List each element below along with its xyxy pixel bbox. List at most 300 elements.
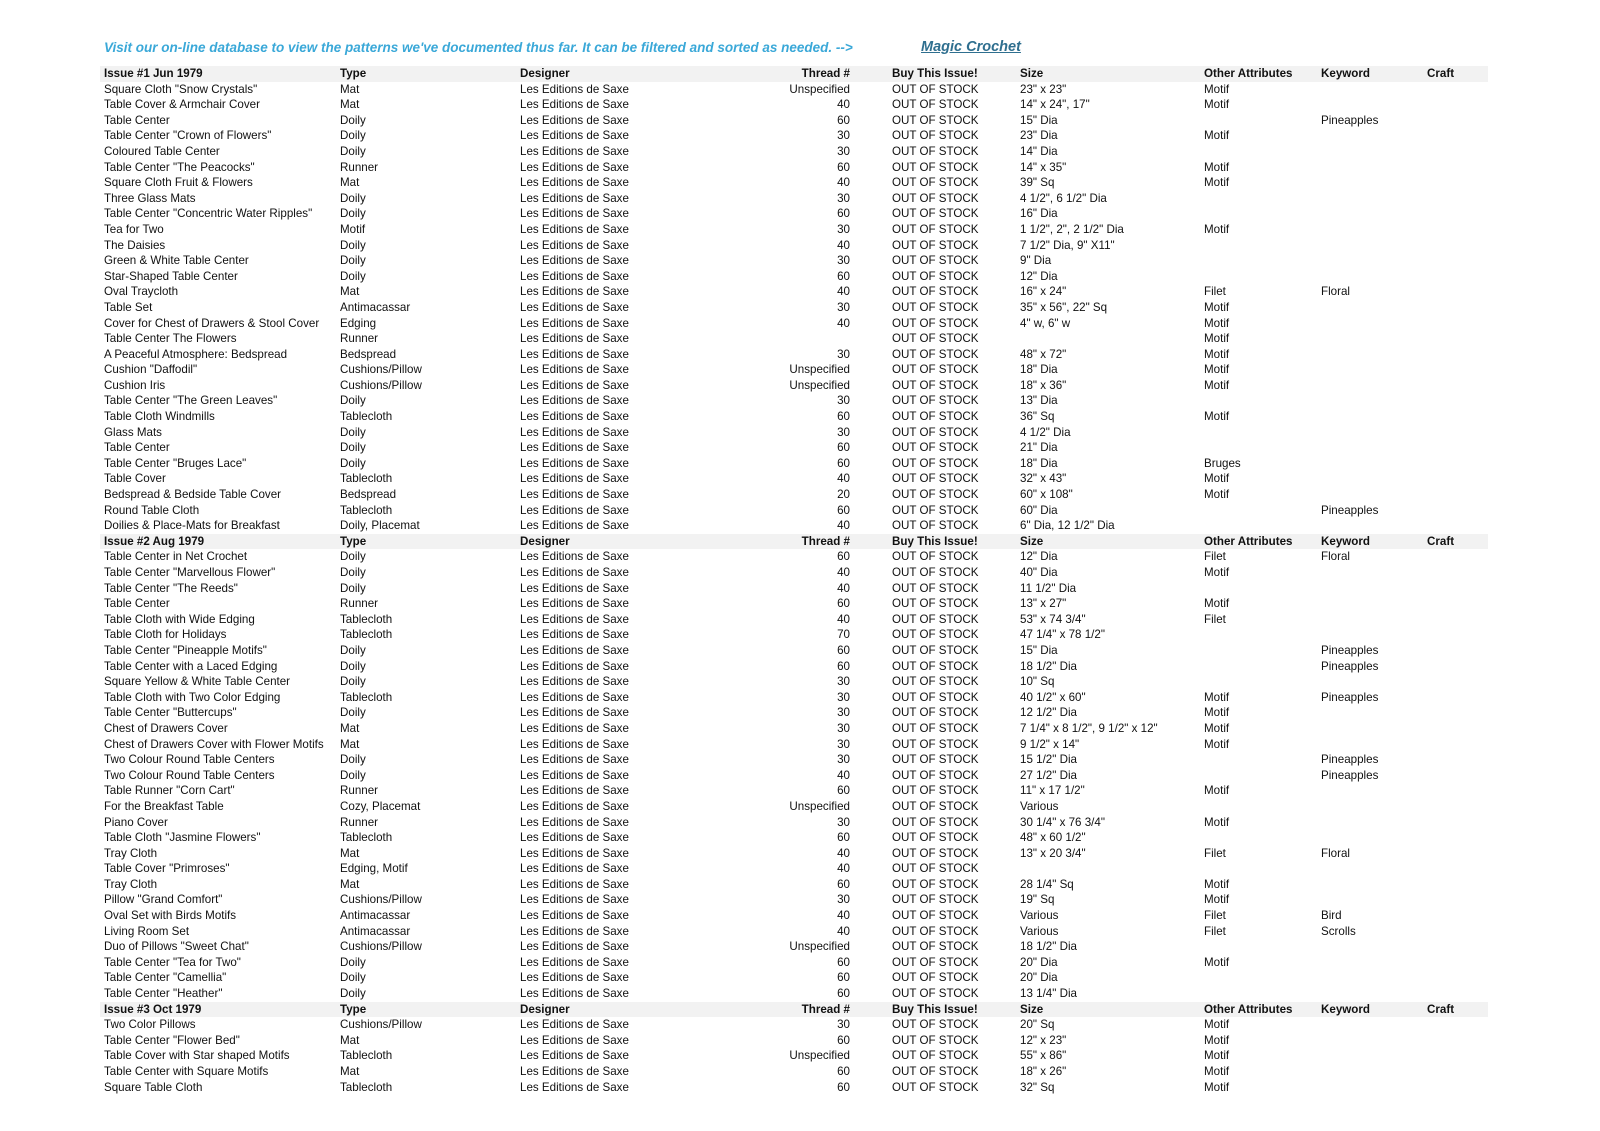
title-cell: Table Cloth Windmills [104,410,215,424]
designer-cell: Les Editions de Saxe [520,160,629,174]
thread-cell: 40 [837,285,850,299]
size-cell: 21" Dia [1020,441,1058,455]
type-cell: Tablecloth [340,503,393,517]
type-cell: Doily [340,144,366,158]
type-cell: Runner [340,160,379,174]
table-row [100,378,1488,394]
other-attributes-cell: Motif [1204,1033,1230,1047]
table-row [100,1064,1488,1080]
buy-cell: OUT OF STOCK [892,363,979,377]
table-row [100,144,1488,160]
buy-cell: OUT OF STOCK [892,566,979,579]
type-cell: Doily [340,643,366,657]
keyword-cell: Bird [1321,909,1342,923]
title-cell: Glass Mats [104,425,162,439]
table-row [100,970,1488,986]
keyword-cell: Floral [1321,550,1350,564]
table-row [100,393,1488,409]
header-thread-cell: Thread # [801,67,850,80]
thread-cell: 30 [837,347,850,361]
designer-cell: Les Editions de Saxe [520,269,629,283]
designer-cell: Les Editions de Saxe [520,503,629,517]
type-cell: Antimacassar [340,924,411,938]
buy-cell: OUT OF STOCK [892,160,979,174]
table-row [100,175,1488,191]
table-row [100,1033,1488,1049]
type-cell: Doily [340,394,366,408]
table-row [100,627,1488,643]
size-cell: 40" Dia [1020,566,1058,579]
thread-cell: 40 [837,238,850,252]
title-cell: Tray Cloth [104,877,158,891]
designer-cell: Les Editions de Saxe [520,129,629,143]
buy-cell: OUT OF STOCK [892,456,979,470]
other-attributes-cell: Motif [1204,737,1230,751]
buy-cell: OUT OF STOCK [892,300,979,314]
size-cell: 28 1/4" Sq [1020,877,1074,891]
title-cell: Living Room Set [104,924,190,938]
header-thread-cell: Thread # [801,1002,850,1016]
type-cell: Doily [340,191,366,205]
thread-cell: 30 [837,721,850,735]
buy-cell: OUT OF STOCK [892,207,979,221]
table-row [100,892,1488,908]
thread-cell: 40 [837,98,850,112]
type-cell: Runner [340,815,379,829]
type-cell: Doily [340,113,366,127]
table-row [100,690,1488,706]
type-cell: Edging, Motif [340,862,408,876]
thread-cell: 40 [837,924,850,938]
type-cell: Tablecloth [340,628,393,642]
buy-cell: OUT OF STOCK [892,347,979,361]
type-cell: Mat [340,877,360,891]
table-row [100,300,1488,316]
thread-cell: 30 [837,706,850,720]
buy-cell: OUT OF STOCK [892,1033,979,1047]
header-size-cell: Size [1020,1002,1044,1016]
buy-cell: OUT OF STOCK [892,503,979,517]
buy-cell: OUT OF STOCK [892,706,979,720]
type-cell: Antimacassar [340,909,411,923]
size-cell: 11" x 17 1/2" [1020,784,1085,798]
size-cell: 16" x 24" [1020,285,1067,299]
thread-cell: 60 [837,971,850,985]
other-attributes-cell: Motif [1204,363,1230,377]
thread-cell: 30 [837,893,850,907]
type-cell: Runner [340,784,379,798]
title-cell: The Daisies [104,238,166,252]
size-cell: 6" Dia, 12 1/2" Dia [1020,519,1115,533]
type-cell: Doily [340,987,366,1001]
size-cell: 12" Dia [1020,550,1058,564]
other-attributes-cell: Motif [1204,566,1230,579]
title-cell: Round Table Cloth [104,503,200,517]
buy-cell: OUT OF STOCK [892,1080,979,1094]
designer-cell: Les Editions de Saxe [520,753,629,767]
thread-cell: 40 [837,566,850,579]
size-cell: 4 1/2" Dia [1020,425,1071,439]
title-cell: Table Center "Flower Bed" [104,1033,240,1047]
thread-cell: 40 [837,909,850,923]
size-cell: 7 1/2" Dia, 9" X11" [1020,238,1115,252]
designer-cell: Les Editions de Saxe [520,597,629,611]
type-cell: Edging [340,316,377,330]
title-cell: Table Center [104,113,170,127]
buy-cell: OUT OF STOCK [892,254,979,268]
size-cell: 1 1/2", 2", 2 1/2" Dia [1020,222,1124,236]
table-row [100,518,1488,534]
type-cell: Doily [340,753,366,767]
other-attributes-cell: Motif [1204,347,1230,361]
thread-cell: 60 [837,160,850,174]
designer-cell: Les Editions de Saxe [520,394,629,408]
thread-cell: 60 [837,410,850,424]
size-cell: 55" x 86" [1020,1049,1067,1063]
size-cell: 12" Dia [1020,269,1058,283]
table-row [100,425,1488,441]
keyword-cell: Pineapples [1321,753,1379,767]
keyword-cell: Pineapples [1321,503,1379,517]
designer-cell: Les Editions de Saxe [520,347,629,361]
table-row [100,316,1488,332]
title-cell: Table Center "Buttercups" [104,706,237,720]
section-header-row [100,1002,1488,1018]
header-designer-cell: Designer [520,67,570,80]
designer-cell: Les Editions de Saxe [520,690,629,704]
table-row [100,160,1488,176]
buy-cell: OUT OF STOCK [892,628,979,642]
title-cell: Table Cover with Star shaped Motifs [104,1049,290,1063]
thread-cell: 30 [837,815,850,829]
type-cell: Mat [340,846,360,860]
thread-cell: Unspecified [789,940,850,954]
thread-cell: 60 [837,503,850,517]
other-attributes-cell: Motif [1204,316,1230,330]
thread-cell: 60 [837,643,850,657]
keyword-cell: Scrolls [1321,924,1356,938]
designer-cell: Les Editions de Saxe [520,1080,629,1094]
other-attributes-cell: Motif [1204,784,1230,798]
thread-cell: 60 [837,877,850,891]
buy-cell: OUT OF STOCK [892,893,979,907]
banner-text: Visit our on-line database to view the patterns we've documented thus far. It can be filtered and sorted as needed. --> [104,40,853,55]
title-cell: A Peaceful Atmosphere: Bedspread [104,347,288,361]
header-other-attributes-cell: Other Attributes [1204,534,1293,548]
other-attributes-cell: Motif [1204,893,1230,907]
title-cell: Table Center "Camellia" [104,971,227,985]
other-attributes-cell: Motif [1204,98,1230,112]
buy-cell: OUT OF STOCK [892,924,979,938]
size-cell: 15" Dia [1020,643,1058,657]
size-cell: 14" Dia [1020,144,1058,158]
designer-cell: Les Editions de Saxe [520,472,629,486]
title-cell: Table Center "The Peacocks" [104,160,255,174]
title-cell: Green & White Table Center [104,254,249,268]
section-header-row [100,534,1488,550]
buy-cell: OUT OF STOCK [892,815,979,829]
size-cell: 18" x 26" [1020,1065,1067,1078]
designer-cell: Les Editions de Saxe [520,971,629,985]
buy-cell: OUT OF STOCK [892,940,979,954]
type-cell: Doily [340,659,366,673]
thread-cell: 60 [837,955,850,969]
table-row [100,253,1488,269]
size-cell: 48" x 72" [1020,347,1067,361]
size-cell: 30 1/4" x 76 3/4" [1020,815,1105,829]
buy-cell: OUT OF STOCK [892,721,979,735]
size-cell: 15 1/2" Dia [1020,753,1077,767]
designer-cell: Les Editions de Saxe [520,425,629,439]
title-cell: Cushion Iris [104,378,166,392]
title-cell: Table Set [104,300,153,314]
designer-cell: Les Editions de Saxe [520,799,629,813]
type-cell: Doily [340,425,366,439]
type-cell: Doily [340,955,366,969]
header-size-cell: Size [1020,534,1044,548]
buy-cell: OUT OF STOCK [892,971,979,985]
size-cell: 60" Dia [1020,503,1058,517]
thread-cell: 30 [837,129,850,143]
buy-cell: OUT OF STOCK [892,862,979,876]
title-cell: Oval Set with Birds Motifs [104,909,237,923]
other-attributes-cell: Motif [1204,332,1230,346]
other-attributes-cell: Motif [1204,129,1230,143]
title-cell: Pillow "Grand Comfort" [104,893,223,907]
title-cell: Cover for Chest of Drawers & Stool Cover [104,316,320,330]
designer-cell: Les Editions de Saxe [520,82,629,96]
size-cell: 7 1/4" x 8 1/2", 9 1/2" x 12" [1020,721,1158,735]
buy-cell: OUT OF STOCK [892,831,979,845]
table-row [100,846,1488,862]
type-cell: Doily [340,768,366,782]
designer-cell: Les Editions de Saxe [520,924,629,938]
designer-cell: Les Editions de Saxe [520,238,629,252]
designer-cell: Les Editions de Saxe [520,207,629,221]
type-cell: Cushions/Pillow [340,893,422,907]
buy-cell: OUT OF STOCK [892,316,979,330]
buy-cell: OUT OF STOCK [892,472,979,486]
title-cell: Table Cloth "Jasmine Flowers" [104,831,261,845]
title-cell: Table Center "Concentric Water Ripples" [104,207,313,221]
buy-cell: OUT OF STOCK [892,846,979,860]
size-cell: 11 1/2" Dia [1020,581,1077,595]
other-attributes-cell: Filet [1204,909,1226,923]
type-cell: Tablecloth [340,612,393,626]
title-cell: Three Glass Mats [104,191,196,205]
other-attributes-cell: Motif [1204,1065,1230,1078]
table-row [100,659,1488,675]
magic-crochet-link[interactable]: Magic Crochet [921,39,1021,55]
title-cell: Table Cloth with Wide Edging [104,612,255,626]
type-cell: Cushions/Pillow [340,1018,422,1032]
header-title-cell: Issue #1 Jun 1979 [104,67,203,80]
title-cell: Chest of Drawers Cover [104,721,228,735]
designer-cell: Les Editions de Saxe [520,706,629,720]
buy-cell: OUT OF STOCK [892,441,979,455]
buy-cell: OUT OF STOCK [892,410,979,424]
table-row [100,1080,1488,1096]
title-cell: Table Center "Crown of Flowers" [104,129,272,143]
other-attributes-cell: Motif [1204,222,1230,236]
other-attributes-cell: Motif [1204,690,1230,704]
type-cell: Mat [340,82,360,96]
table-row [100,113,1488,129]
title-cell: Square Cloth "Snow Crystals" [104,82,258,96]
header-other-attributes-cell: Other Attributes [1204,1002,1293,1016]
size-cell: 18 1/2" Dia [1020,659,1077,673]
thread-cell: 60 [837,269,850,283]
thread-cell: Unspecified [789,799,850,813]
thread-cell: 60 [837,441,850,455]
thread-cell: 30 [837,737,850,751]
type-cell: Tablecloth [340,472,393,486]
buy-cell: OUT OF STOCK [892,1049,979,1063]
size-cell: 18" x 36" [1020,378,1067,392]
title-cell: Table Cover & Armchair Cover [104,98,260,112]
title-cell: Table Runner "Corn Cart" [104,784,235,798]
title-cell: Table Center "Bruges Lace" [104,456,247,470]
other-attributes-cell: Filet [1204,846,1226,860]
title-cell: For the Breakfast Table [104,799,224,813]
size-cell: 12 1/2" Dia [1020,706,1077,720]
type-cell: Doily [340,456,366,470]
designer-cell: Les Editions de Saxe [520,675,629,689]
table-row [100,752,1488,768]
thread-cell: 60 [837,1065,850,1078]
size-cell: 47 1/4" x 78 1/2" [1020,628,1105,642]
size-cell: 16" Dia [1020,207,1058,221]
size-cell: 35" x 56", 22" Sq [1020,300,1108,314]
designer-cell: Les Editions de Saxe [520,300,629,314]
keyword-cell: Pineapples [1321,690,1379,704]
thread-cell: 60 [837,831,850,845]
size-cell: 18 1/2" Dia [1020,940,1077,954]
table-row [100,97,1488,113]
designer-cell: Les Editions de Saxe [520,862,629,876]
title-cell: Square Cloth Fruit & Flowers [104,176,253,190]
buy-cell: OUT OF STOCK [892,612,979,626]
thread-cell: Unspecified [789,363,850,377]
buy-cell: OUT OF STOCK [892,238,979,252]
designer-cell: Les Editions de Saxe [520,612,629,626]
thread-cell: Unspecified [789,1049,850,1063]
header-size-cell: Size [1020,67,1044,80]
other-attributes-cell: Motif [1204,706,1230,720]
table-row [100,705,1488,721]
title-cell: Square Table Cloth [104,1080,203,1094]
designer-cell: Les Editions de Saxe [520,316,629,330]
thread-cell: 60 [837,1080,850,1094]
header-craft-cell: Craft [1427,67,1455,80]
table-row [100,737,1488,753]
size-cell: 23" Dia [1020,129,1058,143]
thread-cell: 30 [837,191,850,205]
buy-cell: OUT OF STOCK [892,144,979,158]
thread-cell: 60 [837,456,850,470]
designer-cell: Les Editions de Saxe [520,488,629,502]
designer-cell: Les Editions de Saxe [520,737,629,751]
designer-cell: Les Editions de Saxe [520,815,629,829]
size-cell: 32" x 43" [1020,472,1067,486]
designer-cell: Les Editions de Saxe [520,628,629,642]
header-title-cell: Issue #2 Aug 1979 [104,534,205,548]
other-attributes-cell: Motif [1204,877,1230,891]
designer-cell: Les Editions de Saxe [520,566,629,579]
designer-cell: Les Editions de Saxe [520,113,629,127]
buy-cell: OUT OF STOCK [892,191,979,205]
thread-cell: 40 [837,581,850,595]
thread-cell: 40 [837,316,850,330]
type-cell: Motif [340,222,366,236]
other-attributes-cell: Motif [1204,721,1230,735]
buy-cell: OUT OF STOCK [892,659,979,673]
thread-cell: 60 [837,597,850,611]
size-cell: 4 1/2", 6 1/2" Dia [1020,191,1107,205]
type-cell: Cushions/Pillow [340,378,422,392]
table-row [100,269,1488,285]
title-cell: Table Center "The Reeds" [104,581,238,595]
type-cell: Doily [340,254,366,268]
other-attributes-cell: Filet [1204,612,1226,626]
header-craft-cell: Craft [1427,1002,1455,1016]
thread-cell: 30 [837,222,850,236]
designer-cell: Les Editions de Saxe [520,144,629,158]
designer-cell: Les Editions de Saxe [520,643,629,657]
type-cell: Tablecloth [340,1080,393,1094]
size-cell: 39" Sq [1020,176,1055,190]
title-cell: Bedspread & Bedside Table Cover [104,488,282,502]
header-type-cell: Type [340,67,367,80]
thread-cell: 20 [837,488,850,502]
designer-cell: Les Editions de Saxe [520,378,629,392]
table-row [100,222,1488,238]
type-cell: Tablecloth [340,410,393,424]
table-row [100,284,1488,300]
thread-cell: 30 [837,394,850,408]
thread-cell: 30 [837,675,850,689]
buy-cell: OUT OF STOCK [892,285,979,299]
title-cell: Table Center "Pineapple Motifs" [104,643,267,657]
size-cell: 13" Dia [1020,394,1058,408]
keyword-cell: Pineapples [1321,643,1379,657]
size-cell: 13 1/4" Dia [1020,987,1077,1001]
other-attributes-cell: Filet [1204,924,1226,938]
thread-cell: 60 [837,659,850,673]
title-cell: Table Cover "Primroses" [104,862,230,876]
other-attributes-cell: Motif [1204,300,1230,314]
type-cell: Antimacassar [340,300,411,314]
buy-cell: OUT OF STOCK [892,488,979,502]
thread-cell: 30 [837,1018,850,1032]
designer-cell: Les Editions de Saxe [520,519,629,533]
title-cell: Table Center [104,597,170,611]
title-cell: Table Cloth with Two Color Edging [104,690,281,704]
header-keyword-cell: Keyword [1321,67,1370,80]
table-row [100,206,1488,222]
type-cell: Bedspread [340,347,397,361]
header-title-cell: Issue #3 Oct 1979 [104,1002,202,1016]
section-header-row [100,66,1488,82]
title-cell: Table Center "The Green Leaves" [104,394,278,408]
title-cell: Coloured Table Center [104,144,220,158]
table-row [100,986,1488,1002]
size-cell: Various [1020,909,1059,923]
buy-cell: OUT OF STOCK [892,98,979,112]
other-attributes-cell: Motif [1204,378,1230,392]
buy-cell: OUT OF STOCK [892,1018,979,1032]
designer-cell: Les Editions de Saxe [520,1049,629,1063]
